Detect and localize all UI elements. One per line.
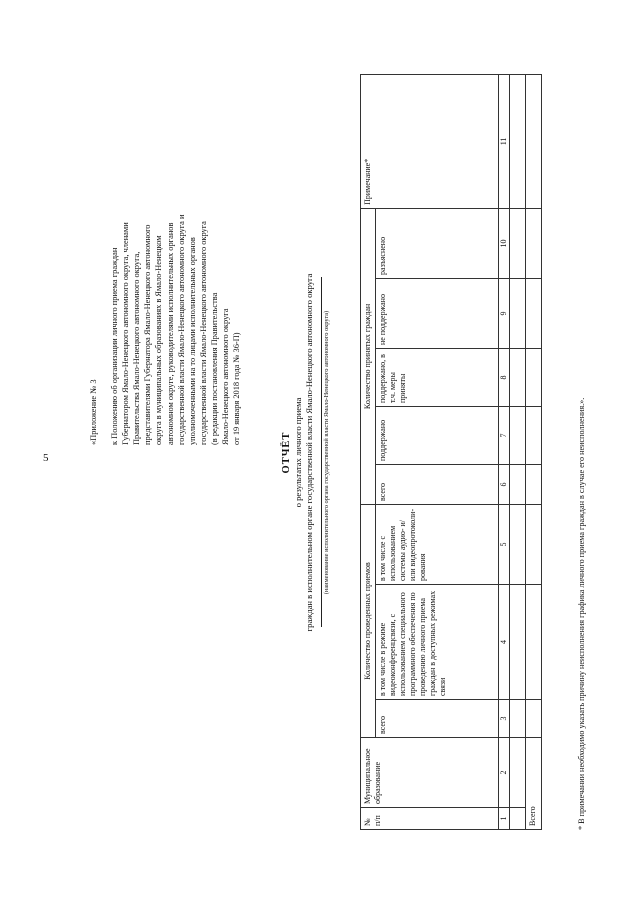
header-supported-measures: поддержано, в т.ч. меры приняты <box>376 348 499 406</box>
blank-cell <box>510 74 526 208</box>
header-vks: в том числе в режиме видеоконференцсвязи, с использованием специального программного обеспечения по проведению личного приема граждан в доступных режимах связи <box>376 585 499 700</box>
blank-cell <box>510 504 526 584</box>
appendix-line: Губернатором Ямало-Ненецкого автономного округа, членами <box>121 222 131 445</box>
total-cell <box>526 208 542 278</box>
total-cell <box>526 74 542 208</box>
blank-cell <box>510 208 526 278</box>
header-held: Количество проведенных приемов <box>361 504 376 737</box>
appendix-line: представителями Губернатора Ямало-Ненецкого автономного <box>143 224 153 445</box>
appendix-line: от 19 января 2018 года № 36-П) <box>232 332 242 445</box>
appendix-line: государственной власти Ямало-Ненецкого автономного округа <box>198 221 208 445</box>
blank-cell <box>510 278 526 348</box>
appendix-line: автономном округе, руководителями исполнительных органов <box>165 222 175 445</box>
blank-cell <box>510 464 526 504</box>
total-cell <box>526 585 542 700</box>
total-label: Всего <box>526 738 542 830</box>
appendix-line: округа в муниципальных образованиях в Ямало-Ненецком <box>154 235 164 445</box>
appendix-line: Ямало-Ненецкого автономного округа <box>221 308 231 445</box>
header-audio: в том числе с использованием системы аудио- и/или видеопротоколи-рования <box>376 504 499 584</box>
column-number: 10 <box>499 208 510 278</box>
column-number: 7 <box>499 406 510 464</box>
header-not-supported: не поддержано <box>376 278 499 348</box>
footnote: * В примечании необходимо указать причину неисполнения графика личного приема граждан в случае его неисполнения.». <box>577 397 586 830</box>
appendix-block <box>88 185 242 445</box>
header-accepted: Количество принятых граждан <box>361 208 376 504</box>
report-hint: (наименование исполнительного органа государственной власти Ямало-Ненецкого автономного округа) <box>323 310 330 595</box>
total-cell <box>526 700 542 738</box>
report-subtitle-1: о результатах личного приема <box>293 397 303 508</box>
header-explained: разъяснено <box>376 208 499 278</box>
column-number: 2 <box>499 738 510 808</box>
header-num: № п/п <box>361 808 499 830</box>
header-municipality: Муниципальное образование <box>361 738 499 808</box>
total-row <box>526 74 542 829</box>
column-number: 3 <box>499 700 510 738</box>
blank-cell <box>510 406 526 464</box>
column-number-row <box>499 74 510 829</box>
header-total-accepted: всего <box>376 464 499 504</box>
blank-row <box>510 74 526 829</box>
blank-cell <box>510 585 526 700</box>
appendix-line: к Положению об организации личного приема граждан <box>110 247 120 445</box>
total-cell <box>526 504 542 584</box>
appendix-line: Правительства Ямало-Ненецкого автономного округа, <box>132 251 142 445</box>
blank-cell <box>510 348 526 406</box>
report-subtitle-2: граждан в исполнительном органе государственной власти Ямало-Ненецкого автономного округа <box>304 273 314 632</box>
blank-cell <box>510 738 526 808</box>
column-number: 4 <box>499 585 510 700</box>
report-table <box>360 74 542 830</box>
report-heading <box>280 0 331 905</box>
page-number: 5 <box>43 452 49 464</box>
column-number: 1 <box>499 808 510 830</box>
column-number: 6 <box>499 464 510 504</box>
column-number: 11 <box>499 74 510 208</box>
blank-cell <box>510 808 526 830</box>
total-cell <box>526 348 542 406</box>
total-cell <box>526 406 542 464</box>
header-supported: поддержано <box>376 406 499 464</box>
header-note: Примечание* <box>361 74 499 208</box>
appendix-line: государственной власти Ямало-Ненецкого автономного округа и <box>176 214 186 445</box>
appendix-title: «Приложение № 3 <box>89 379 98 445</box>
appendix-line: (в редакции постановления Правительства <box>209 292 219 445</box>
report-title: ОТЧЁТ <box>281 431 292 474</box>
appendix-line: уполномоченными на то лицами исполнительных органов <box>187 237 197 445</box>
header-row-1 <box>361 74 376 829</box>
header-total-held: всего <box>376 700 499 738</box>
column-number: 5 <box>499 504 510 584</box>
total-cell <box>526 278 542 348</box>
total-cell <box>526 464 542 504</box>
column-number: 9 <box>499 278 510 348</box>
blank-cell <box>510 700 526 738</box>
column-number: 8 <box>499 348 510 406</box>
